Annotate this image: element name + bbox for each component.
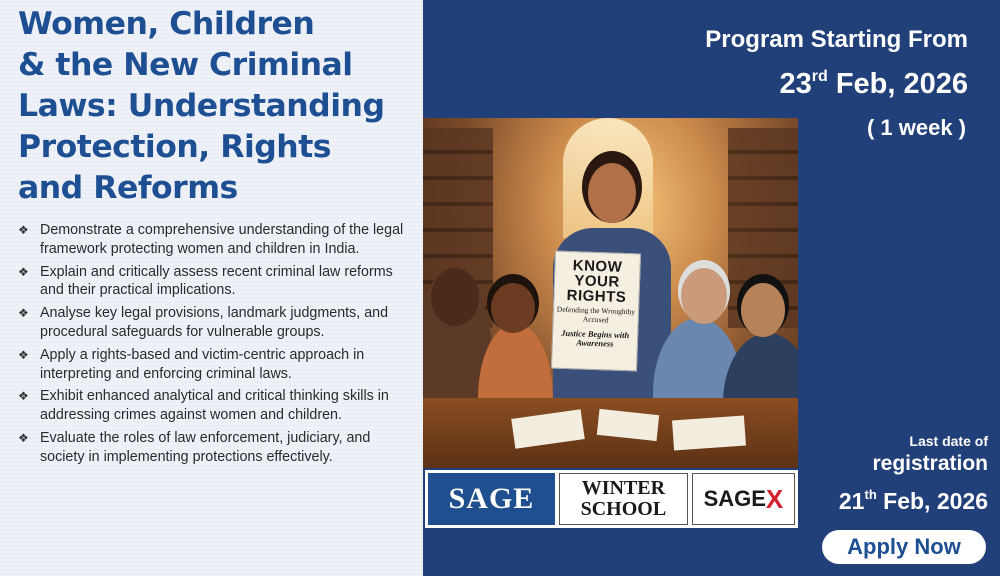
list-item-text: Evaluate the roles of law enforcement, judiciary, and society in implementing protections effectively. — [40, 429, 371, 465]
list-item — [18, 263, 415, 301]
registration-deadline — [839, 432, 988, 518]
sign-slogan: Justice Begins with Awareness — [561, 327, 630, 349]
reg-month-year: Feb, 2026 — [883, 488, 988, 514]
reg-day: 21 — [838, 488, 865, 514]
school-line: SCHOOL — [580, 498, 667, 520]
diamond-bullet-icon: ❖ — [18, 430, 29, 445]
winter-school-logo — [559, 473, 688, 525]
list-item — [18, 429, 415, 467]
registration-date — [839, 478, 988, 518]
start-day: 23 — [779, 68, 812, 100]
woman-head — [588, 163, 636, 223]
list-item-text: Exhibit enhanced analytical and critical thinking skills in addressing crimes against women and children. — [40, 388, 389, 424]
list-item-text: Analyse key legal provisions, landmark judgments, and procedural safeguards for vulnerable groups. — [40, 305, 389, 340]
list-item — [18, 221, 415, 259]
seated-elder-head — [681, 268, 727, 324]
seated-man-right-head — [741, 283, 785, 337]
sagex-x-mark: X — [765, 483, 784, 514]
list-item — [18, 387, 415, 425]
sign-line: RIGHTS — [566, 286, 627, 307]
know-your-rights-sign — [551, 251, 641, 372]
title-line: and Reforms — [18, 170, 238, 206]
list-item-text: Apply a rights-based and victim-centric approach in interpreting and enforcing criminal laws. — [40, 346, 365, 382]
list-item-text: Demonstrate a comprehensive understanding of the legal framework protecting women and children in India. — [40, 222, 404, 257]
diamond-bullet-icon: ❖ — [18, 223, 29, 237]
start-day-suffix: rd — [811, 68, 828, 85]
sagex-logo — [692, 473, 795, 525]
title-line: Laws: Understanding — [18, 88, 385, 124]
last-date-label: Last date of — [909, 433, 988, 449]
sign-line: YOUR — [574, 272, 620, 291]
learning-outcomes-list — [18, 221, 415, 467]
program-duration: ( 1 week ) — [866, 115, 966, 140]
sage-logo: SAGE — [428, 473, 555, 525]
list-item — [18, 304, 415, 342]
course-info-panel — [0, 0, 423, 576]
illustration-image — [423, 118, 798, 468]
diamond-bullet-icon: ❖ — [18, 306, 29, 321]
program-panel — [423, 0, 1000, 576]
reg-day-suffix: th — [864, 487, 877, 502]
logo-bar — [425, 470, 798, 528]
diamond-bullet-icon: ❖ — [18, 347, 29, 362]
winter-line: WINTER — [581, 477, 666, 499]
registration-label: registration — [872, 452, 988, 475]
course-title — [18, 4, 415, 209]
diamond-bullet-icon: ❖ — [18, 389, 29, 404]
sign-line: KNOW — [572, 257, 623, 276]
list-item-text: Explain and critically assess recent criminal law reforms and their practical implications. — [40, 263, 393, 299]
title-line: & the New Criminal — [18, 47, 353, 83]
sign-subtext: Defending the Wroughtby Accused — [556, 304, 636, 324]
seated-man-left-head — [431, 268, 479, 326]
seated-girl-head — [491, 283, 535, 333]
paper-sheet — [672, 416, 746, 451]
start-month-year: Feb, 2026 — [835, 68, 968, 100]
title-line: Protection, Rights — [18, 129, 332, 165]
program-start-label: Program Starting From — [705, 26, 968, 53]
list-item — [18, 346, 415, 384]
sagex-prefix: SAGE — [703, 486, 766, 511]
title-line: Women, Children — [18, 6, 315, 42]
program-start-date — [779, 68, 968, 101]
diamond-bullet-icon: ❖ — [18, 264, 29, 279]
apply-now-button[interactable]: Apply Now — [822, 530, 986, 564]
